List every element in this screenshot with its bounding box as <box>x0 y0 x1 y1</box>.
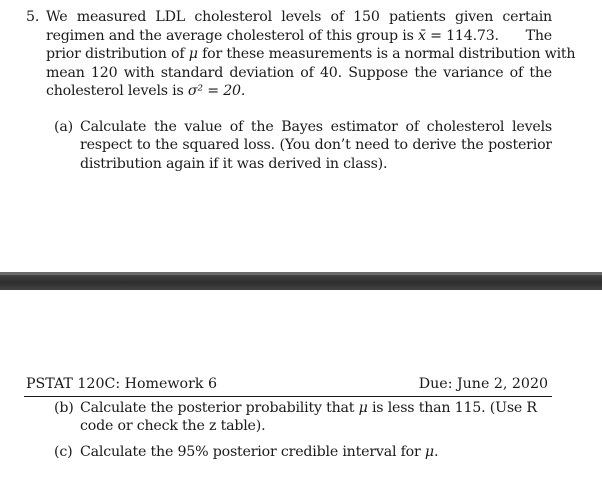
page-divider <box>0 272 602 290</box>
due-date: Due: June 2, 2020 <box>418 376 548 392</box>
course-header: PSTAT 120C: Homework 6 <box>26 376 217 392</box>
mu-symbol-c: μ <box>424 444 434 460</box>
part-c-line <box>80 443 438 461</box>
part-c-label: (c) <box>54 444 73 460</box>
part-b-line-1 <box>80 399 554 417</box>
part-b-line-2: code or check the z table). <box>80 418 266 434</box>
part-b-line-1-rest: is less than 115. (Use R <box>371 400 537 416</box>
problem-line-1: We measured LDL cholesterol levels of 150 patients given certain <box>46 9 552 25</box>
problem-line-2 <box>46 27 552 45</box>
xbar-symbol: x̄ <box>417 28 426 44</box>
problem-line-5-text: cholesterol levels is <box>46 83 184 99</box>
mu-symbol-b: μ <box>358 400 368 416</box>
part-a-label: (a) <box>54 119 73 135</box>
header-rule <box>24 396 552 397</box>
problem-line-3-text: prior distribution of <box>46 46 185 62</box>
problem-line-3-rest: for these measurements is a normal distribution with <box>202 46 576 62</box>
part-a-line-2: respect to the squared loss. (You don’t need to derive the posterior <box>80 137 552 153</box>
page-divider-edge <box>0 272 602 275</box>
part-b-line-1-text: Calculate the posterior probability that <box>80 400 355 416</box>
mu-symbol: μ <box>188 46 198 62</box>
part-c-text: Calculate the 95% posterior credible interval for <box>80 444 421 460</box>
part-c-end: . <box>433 444 439 460</box>
problem-line-5 <box>46 82 245 100</box>
problem-line-3 <box>46 45 576 63</box>
problem-line-2-text: regimen and the average cholesterol of this group is <box>46 28 414 44</box>
problem-line-2-end: The <box>525 28 552 44</box>
sigma-expression: σ² = 20. <box>187 83 246 99</box>
part-b-label: (b) <box>54 400 74 416</box>
problem-number: 5. <box>26 9 40 25</box>
xbar-value: = 114.73. <box>430 28 499 44</box>
part-a-line-3: distribution again if it was derived in class). <box>80 156 388 172</box>
part-a-line-1: Calculate the value of the Bayes estimator of cholesterol levels <box>80 119 552 135</box>
problem-line-4: mean 120 with standard deviation of 40. Suppose the variance of the <box>46 65 552 81</box>
